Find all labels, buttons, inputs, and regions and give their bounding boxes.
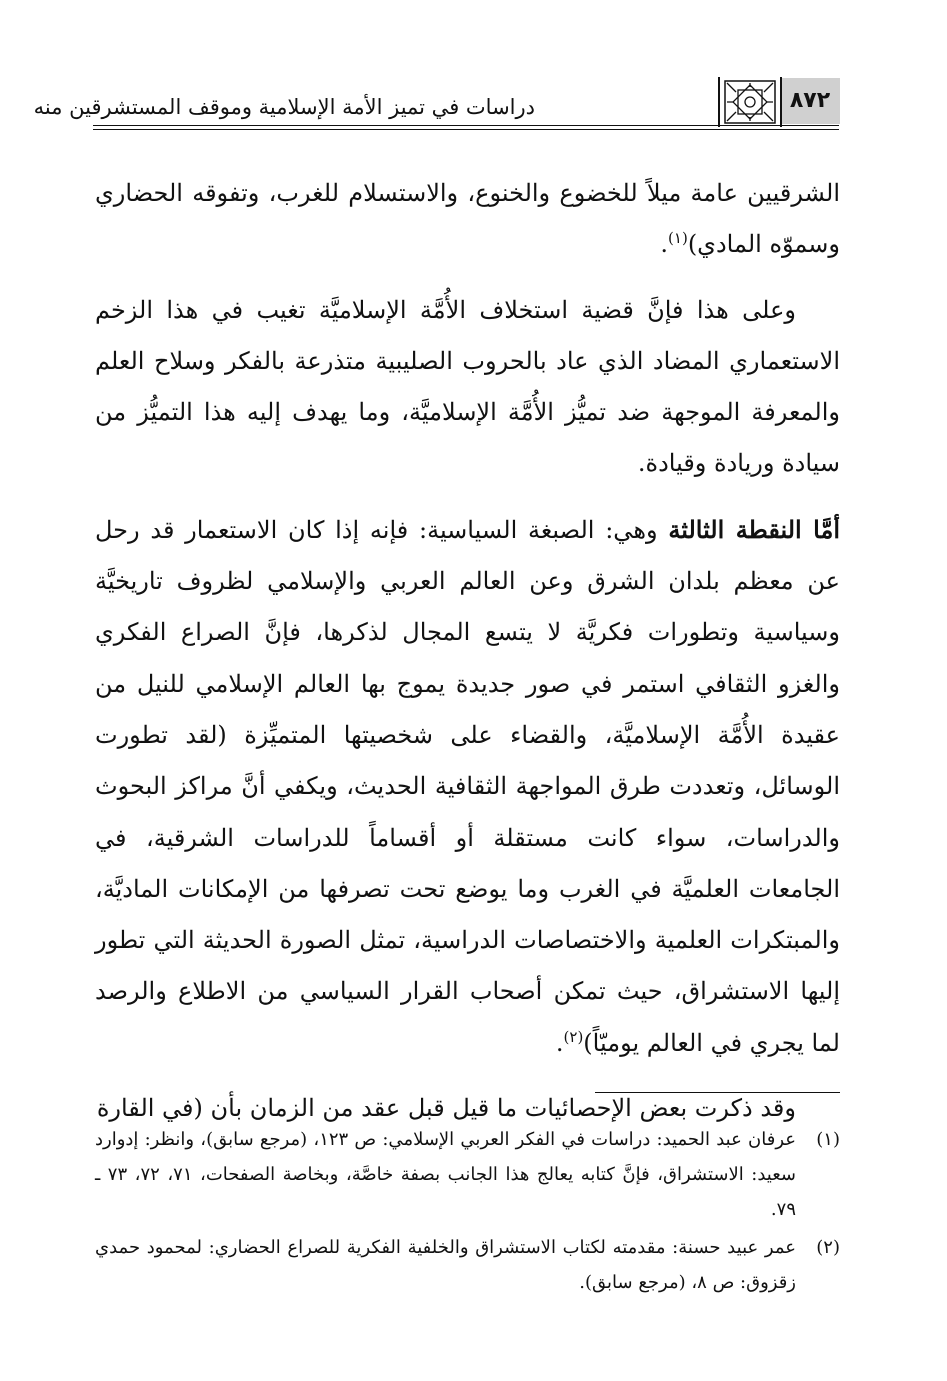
paragraph-1: [95, 168, 840, 271]
footnote-1-text: عرفان عبد الحميد: دراسات في الفكر العربي الإسلامي: ص ١٢٣، (مرجع سابق)، وانظر: إدوارد سعيد: الاستشراق، فإنَّ كتابه يعالج هذا الجانب بصفة خاصَّة، وبخاصة الصفحات، ٧١، ٧٢، ٧٣ ـ ٧٩.: [95, 1129, 797, 1220]
footnote-2: [95, 1230, 840, 1300]
header-rule: [93, 125, 839, 126]
geometric-star-ornament-icon: [718, 77, 782, 127]
paragraph-1-text: الشرقيين عامة ميلاً للخضوع والخنوع، والاستسلام للغرب، وتفوقه الحضاري وسموّه المادي): [95, 179, 840, 259]
page-number: ٨٧٢: [780, 78, 840, 124]
footnote-ref-1[interactable]: (١): [668, 229, 688, 248]
paragraph-4: وقد ذكرت بعض الإحصائيات ما قيل قبل عقد من الزمان بأن (في القارة: [96, 1094, 796, 1123]
main-text: [95, 168, 840, 1134]
paragraph-2: وعلى هذا فإنَّ قضية استخلاف الأُمَّة الإسلاميَّة تغيب في هذا الزخم الاستعماري المضاد الذي عاد بالحروب الصليبية متذرعة بالفكر وسلاح العلم والمعرفة الموجهة ضد تميُّز الأُمَّة الإسلاميَّة، وما يهدف إليه هذا التميُّز من سيادة وريادة وقيادة.: [95, 295, 840, 478]
footnote-1-number: (١): [816, 1129, 840, 1150]
footnote-2-text: عمر عبيد حسنة: مقدمته لكتاب الاستشراق والخلفية الفكرية للصراع الحضاري: لمحمود حمدي زقزوق: ص ٨، (مرجع سابق).: [95, 1237, 796, 1293]
footnotes: [95, 1122, 840, 1303]
paragraph-3: [95, 504, 840, 1069]
footnote-1: [95, 1122, 840, 1227]
footnote-separator: [595, 1092, 840, 1093]
paragraph-3-end: .: [555, 1028, 564, 1057]
paragraph-3-text: وهي: الصبغة السياسية: فإنه إذا كان الاستعمار قد رحل عن معظم بلدان الشرق وعن العالم العربي والإسلامي لظروف تاريخيَّة وسياسية وتطورات فكريَّة لا يتسع المجال لذكرها، فإنَّ الصراع الفكري والغزو الثقافي استمر في صور جديدة يموج بها العالم الإسلامي للنيل من عقيدة الأُمَّة الإسلاميَّة، والقضاء على شخصيتها المتميِّزة (لقد تطورت الوسائل، وتعددت طرق المواجهة الثقافية الحديث، ويكفي أنَّ مراكز البحوث والدراسات، سواء كانت مستقلة أو أقساماً للدراسات الشرقية، في الجامعات العلميَّة في الغرب وما يوضع تحت تصرفها من الإمكانات الماديَّة، والمبتكرات العلمية والاختصاصات الدراسية، تمثل الصورة الحديثة التي تطور إليها الاستشراق، حيث تمكن أصحاب القرار السياسي من الاطلاع والرصد لما يجري في العالم يوميّاً): [95, 515, 840, 1057]
third-point-heading: أمَّا النقطة الثالثة: [668, 514, 841, 544]
footnote-ref-2[interactable]: (٢): [563, 1027, 584, 1046]
running-title: دراسات في تميز الأمة الإسلامية وموقف المستشرقين منه: [33, 95, 535, 119]
header-rule-thin: [93, 129, 839, 130]
paragraph-1-end: .: [660, 230, 669, 259]
footnote-2-number: (٢): [816, 1237, 840, 1258]
